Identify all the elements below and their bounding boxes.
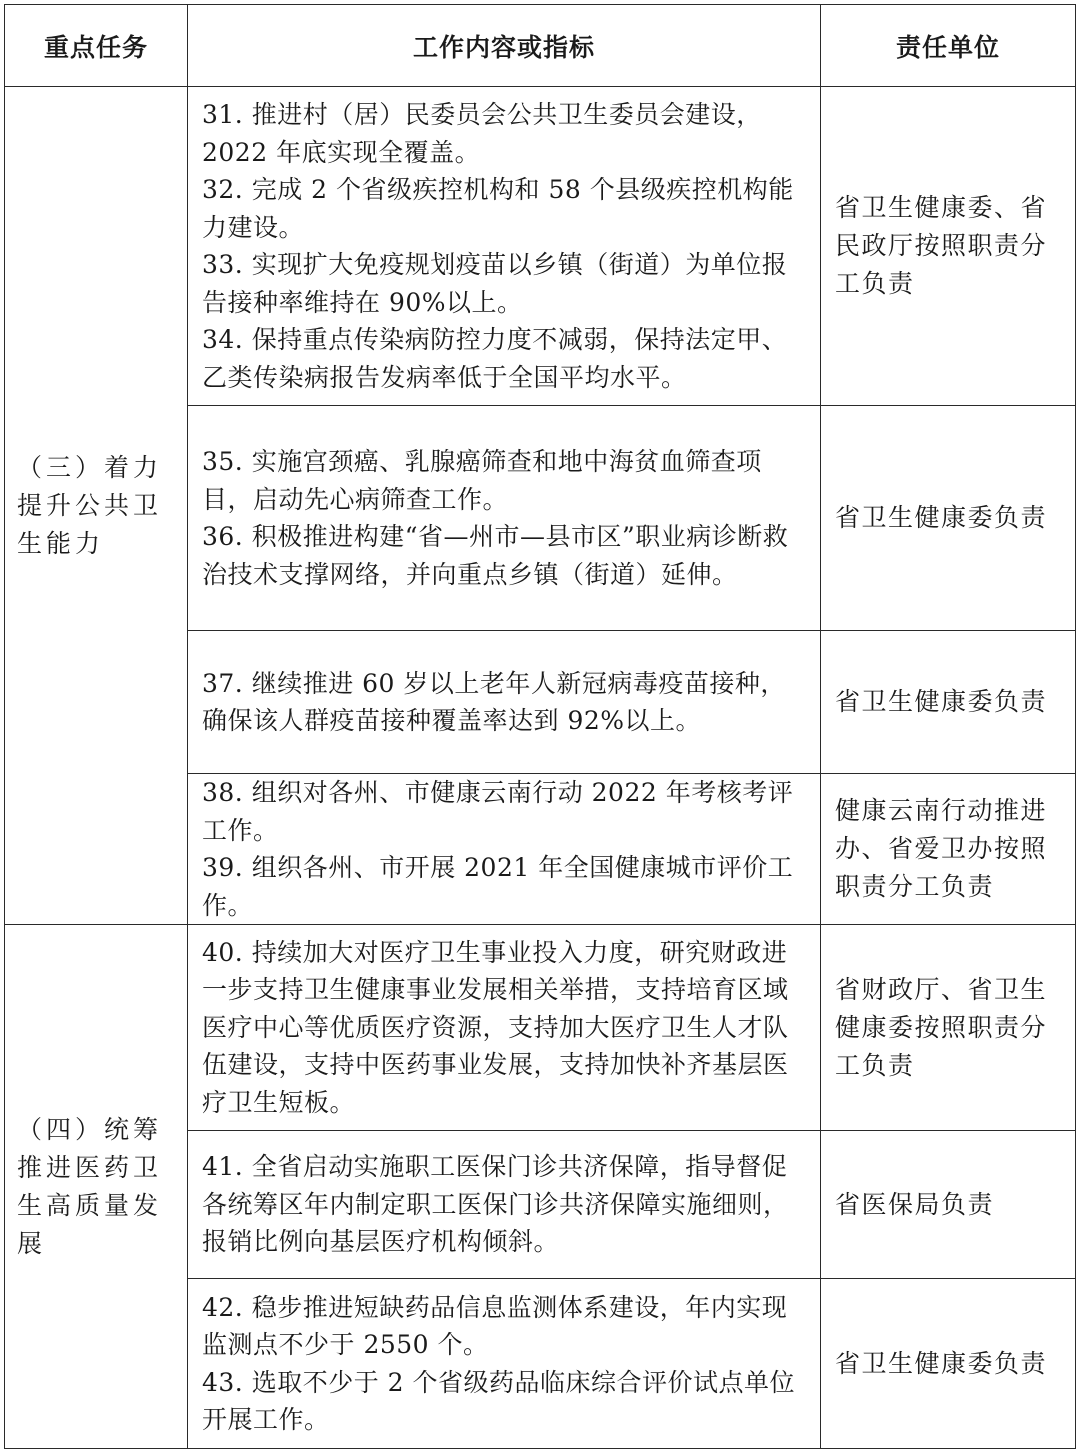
responsible-cell: 省卫生健康委负责 (821, 406, 1076, 631)
content-cell (188, 925, 821, 1131)
header-row (5, 5, 1076, 87)
content-item: 31. 推进村（居）民委员会公共卫生委员会建设，2022 年底实现全覆盖。 (202, 100, 762, 167)
task-cell: （三）着力提升公共卫生能力 (5, 87, 188, 925)
content-item: 37. 继续推进 60 岁以上老年人新冠病毒疫苗接种，确保该人群疫苗接种覆盖率达到 92%以上。 (202, 668, 786, 735)
task-cell: （四）统筹推进医药卫生高质量发展 (5, 925, 188, 1449)
content-item: 36. 积极推进构建“省—州市—县市区”职业病诊断救治技术支撑网络，并向重点乡镇（街道）延伸。 (202, 522, 789, 589)
content-cell (188, 631, 821, 774)
content-cell (188, 406, 821, 631)
content-cell (188, 1279, 821, 1449)
content-item: 42. 稳步推进短缺药品信息监测体系建设，年内实现监测点不少于 2550 个。 (202, 1292, 788, 1359)
content-item: 38. 组织对各州、市健康云南行动 2022 年考核考评工作。 (202, 778, 794, 845)
table-row (5, 925, 1076, 1131)
content-item: 32. 完成 2 个省级疾控机构和 58 个县级疾控机构能力建设。 (202, 175, 794, 242)
content-cell (188, 87, 821, 406)
content-item: 41. 全省启动实施职工医保门诊共济保障，指导督促各统筹区年内制定职工医保门诊共济保障实施细则，报销比例向基层医疗机构倾斜。 (202, 1152, 789, 1257)
content-item: 43. 选取不少于 2 个省级药品临床综合评价试点单位开展工作。 (202, 1367, 796, 1434)
content-item: 34. 保持重点传染病防控力度不减弱，保持法定甲、乙类传染病报告发病率低于全国平均水平。 (202, 325, 788, 392)
task-table (4, 4, 1076, 1449)
content-item: 35. 实施宫颈癌、乳腺癌筛查和地中海贫血筛查项目，启动先心病筛查工作。 (202, 447, 762, 514)
content-item: 33. 实现扩大免疫规划疫苗以乡镇（街道）为单位报告接种率维持在 90%以上。 (202, 250, 788, 317)
responsible-cell: 省卫生健康委负责 (821, 1279, 1076, 1449)
responsible-cell: 健康云南行动推进办、省爱卫办按照职责分工负责 (821, 774, 1076, 925)
responsible-cell: 省卫生健康委负责 (821, 631, 1076, 774)
header-task: 重点任务 (5, 5, 188, 87)
content-item: 40. 持续加大对医疗卫生事业投入力度，研究财政进一步支持卫生健康事业发展相关举措，支持培育区域医疗中心等优质医疗资源，支持加大医疗卫生人才队伍建设，支持中医药事业发展，支持加快补齐基层医疗卫生短板。 (202, 937, 789, 1117)
responsible-cell: 省卫生健康委、省民政厅按照职责分工负责 (821, 87, 1076, 406)
content-cell (188, 774, 821, 925)
responsible-cell: 省财政厅、省卫生健康委按照职责分工负责 (821, 925, 1076, 1131)
table-row (5, 87, 1076, 406)
header-content: 工作内容或指标 (188, 5, 821, 87)
content-cell (188, 1131, 821, 1279)
responsible-cell: 省医保局负责 (821, 1131, 1076, 1279)
header-responsible: 责任单位 (821, 5, 1076, 87)
content-item: 39. 组织各州、市开展 2021 年全国健康城市评价工作。 (202, 853, 794, 920)
